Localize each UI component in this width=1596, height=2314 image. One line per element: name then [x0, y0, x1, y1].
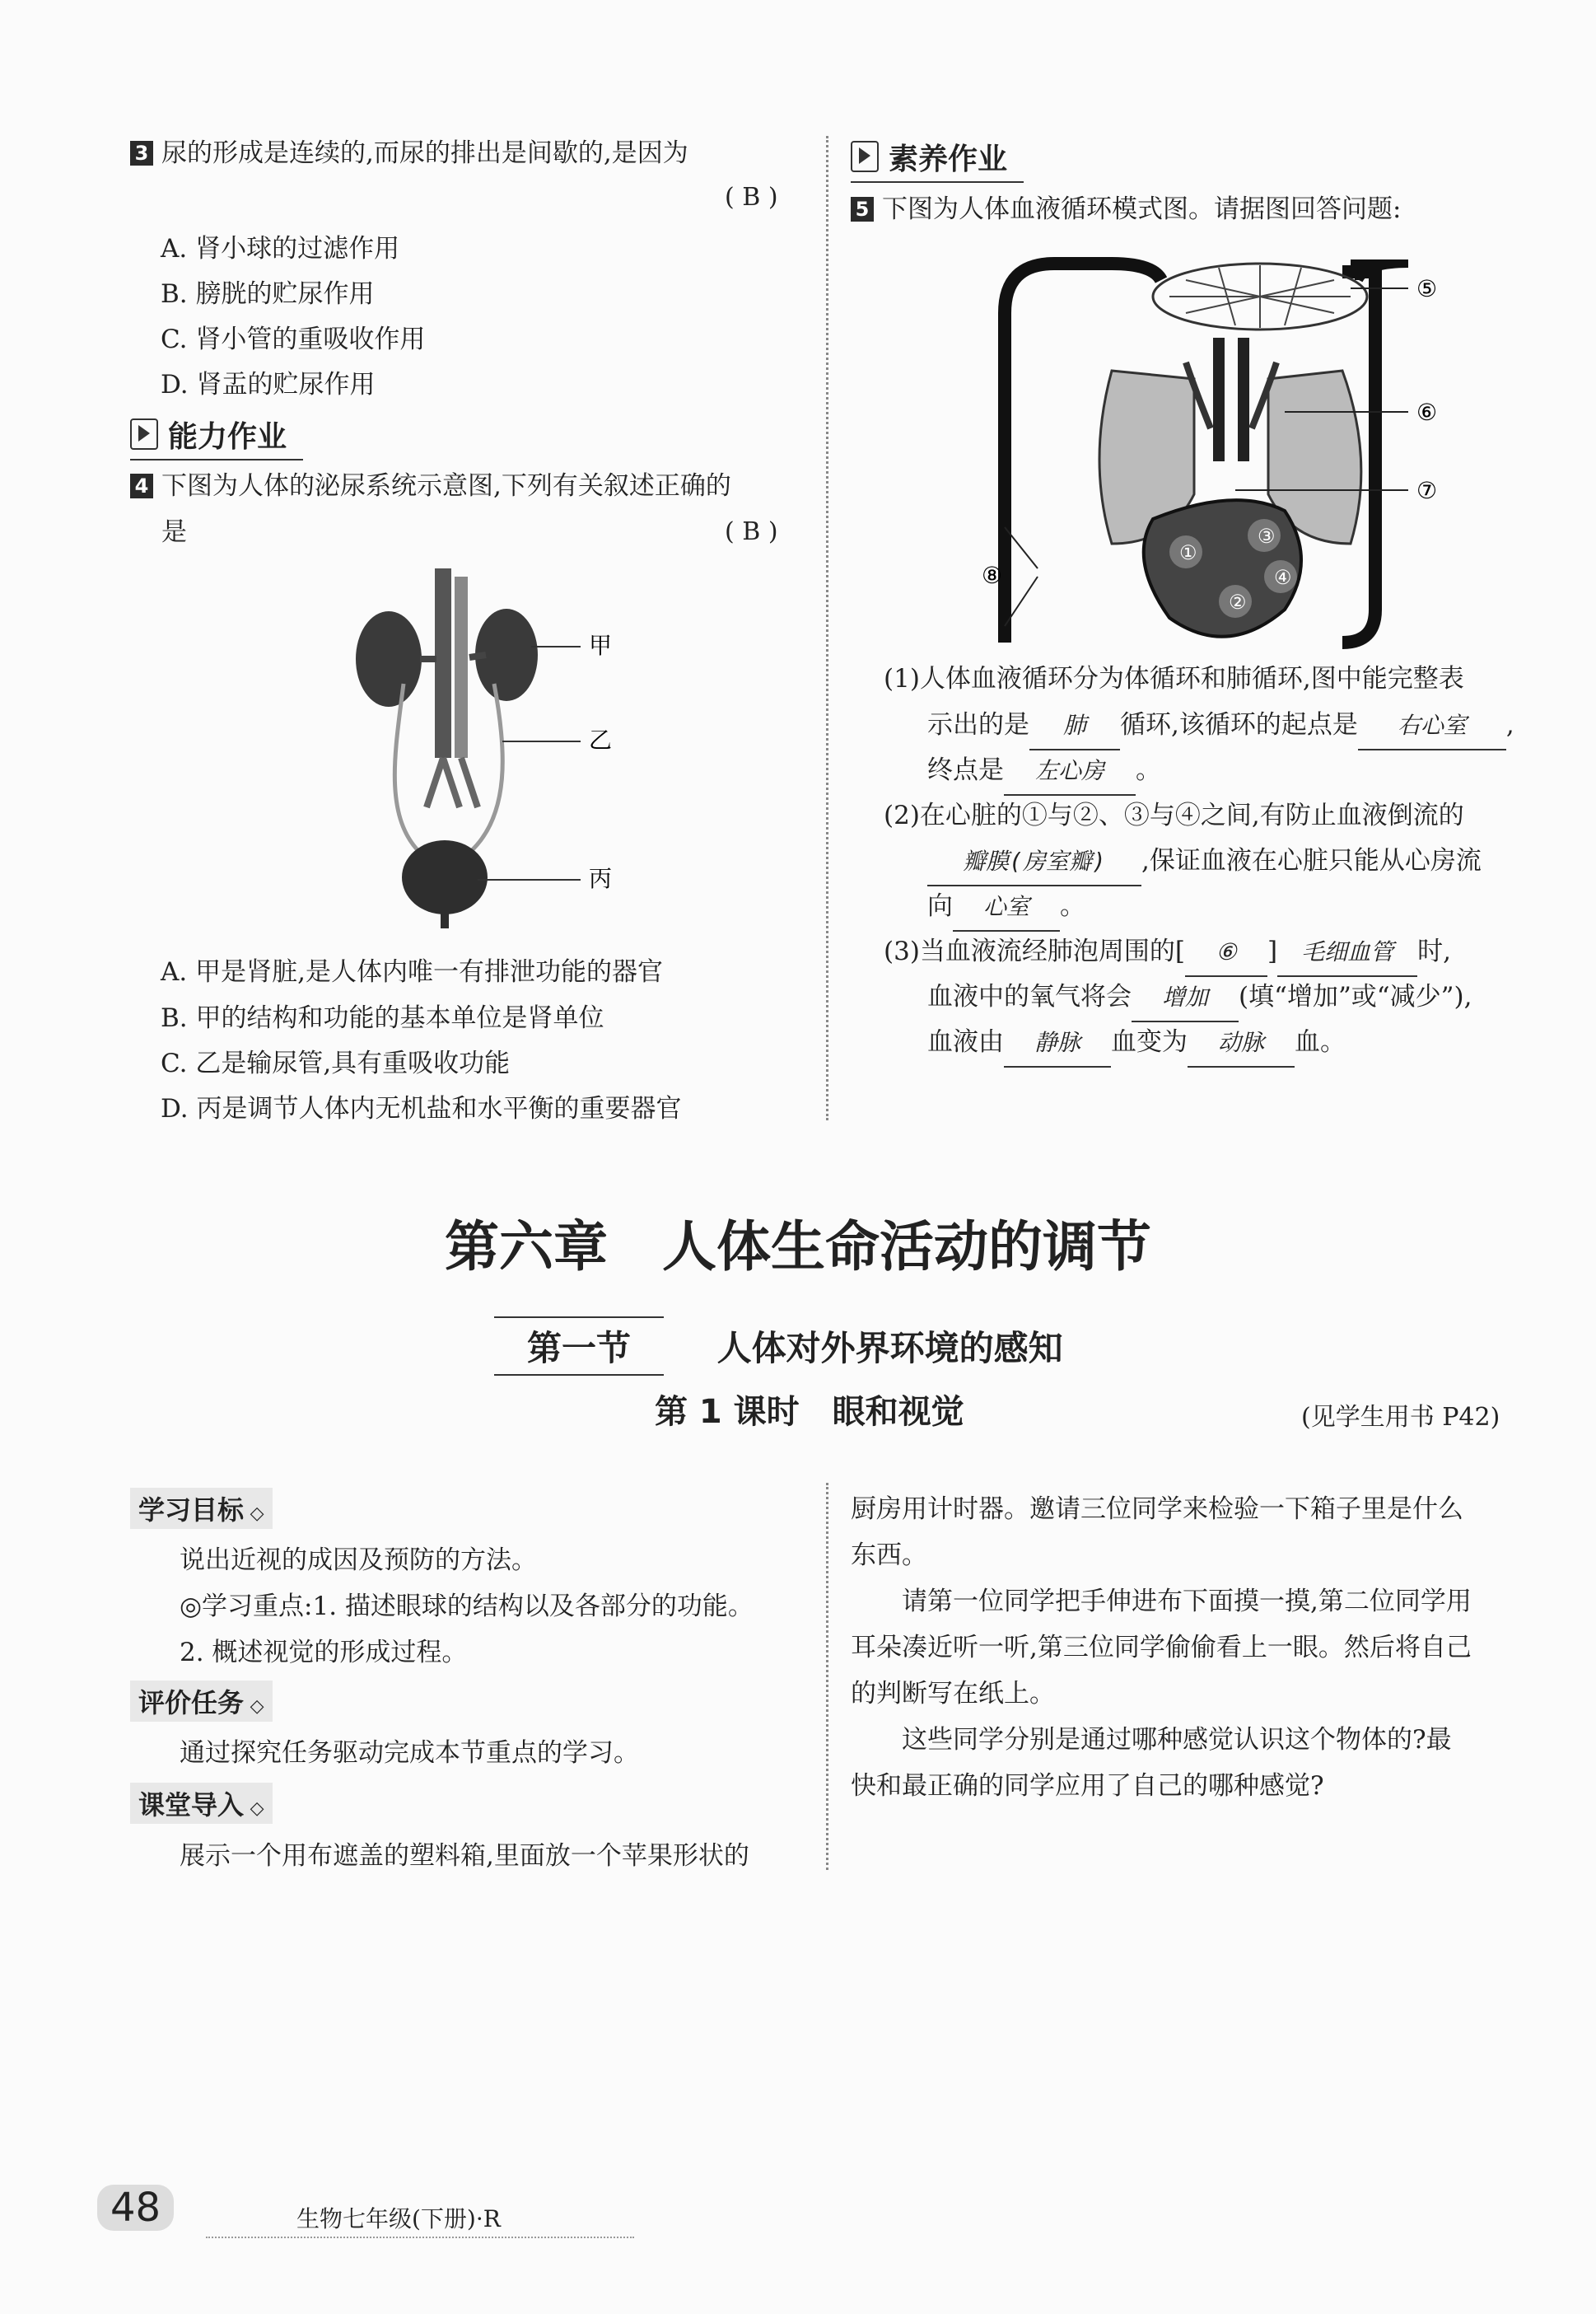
arrow-icon [130, 418, 158, 450]
q5-part1-line2: 示出的是 肺 循环,该循环的起点是 右心室 , [927, 702, 1514, 750]
option-d: D. 丙是调节人体内无机盐和水平衡的重要器官 [161, 1094, 682, 1124]
urinary-system-figure [346, 568, 642, 931]
tag-evaluation: 评价任务 ◇ [130, 1681, 273, 1722]
right-line-3: 请第一位同学把手伸进布下面摸一摸,第二位同学用 [851, 1587, 1472, 1616]
goal-line-2: ◎学习重点:1. 描述眼球的结构以及各部分的功能。 [180, 1592, 754, 1621]
q5-part1-line3: 终点是 左心房 。 [927, 747, 1161, 796]
answer-blank: 心室 [953, 884, 1060, 932]
arrow-icon [851, 141, 879, 172]
label-1: ① [1179, 541, 1197, 564]
question-number: 4 [130, 474, 153, 498]
question-number: 5 [851, 197, 874, 222]
q5-part2-line2: 瓣膜(房室瓣) ,保证血液在心脏只能从心房流 [927, 838, 1482, 886]
reference-note: (见学生用书 P42) [1301, 1403, 1500, 1432]
option-a: A. 甲是肾脏,是人体内唯一有排泄功能的器官 [161, 957, 663, 987]
label-3: ③ [1258, 525, 1276, 548]
option-c: C. 肾小管的重吸收作用 [161, 325, 426, 354]
option-b: B. 甲的结构和功能的基本单位是肾单位 [161, 1003, 604, 1033]
label-yi: 乙 [589, 727, 613, 754]
footer-text: 生物七年级(下册)·R [296, 2205, 501, 2232]
page-number: 48 [97, 2185, 174, 2231]
answer-blank: ⑥ [1185, 929, 1267, 977]
question-3 [130, 130, 688, 176]
section-label: 第一节 [494, 1316, 664, 1376]
lesson-title: 第 1 课时 眼和视觉 [655, 1393, 964, 1431]
section-heading [494, 1316, 1153, 1376]
answer-blank: 毛细血管 [1277, 929, 1417, 977]
right-line-7: 快和最正确的同学应用了自己的哪种感觉? [851, 1771, 1324, 1801]
question-4 [130, 463, 731, 509]
goal-line-1: 说出近视的成因及预防的方法。 [180, 1545, 537, 1575]
label-8: ⑧ [982, 562, 1003, 589]
section-ability [130, 414, 287, 456]
section-title: 能力作业 [168, 420, 287, 454]
label-2: ② [1229, 591, 1247, 614]
answer: ( B ) [725, 183, 778, 212]
question-number: 3 [130, 141, 153, 166]
option-a: A. 肾小球的过滤作用 [161, 234, 400, 264]
label-4: ④ [1274, 566, 1292, 589]
tag-learning-goal: 学习目标 ◇ [130, 1488, 273, 1529]
answer: ( B ) [725, 517, 778, 546]
question-stem-cont: 是 [161, 517, 187, 547]
label-7: ⑦ [1416, 477, 1438, 504]
circulation-figure [982, 247, 1499, 659]
goal-line-3: 2. 概述视觉的形成过程。 [180, 1638, 468, 1667]
question-stem: 下图为人体的泌尿系统示意图,下列有关叙述正确的 [161, 471, 731, 501]
answer-blank: 动脉 [1188, 1020, 1295, 1068]
question-stem: 尿的形成是连续的,而尿的排出是间歇的,是因为 [161, 138, 688, 168]
answer-blank: 瓣膜(房室瓣) [927, 839, 1141, 886]
answer-blank: 静脉 [1004, 1020, 1111, 1068]
section-title: 素养作业 [889, 143, 1008, 176]
q5-part3-line2: 血液中的氧气将会 增加 (填“增加”或“减少”), [927, 974, 1472, 1022]
column-divider-bottom [826, 1483, 828, 1870]
q5-part2-line1: (2)在心脏的①与②、③与④之间,有防止血液倒流的 [884, 801, 1464, 830]
section-title: 人体对外界环境的感知 [716, 1328, 1063, 1368]
option-d: D. 肾盂的贮尿作用 [161, 370, 376, 400]
q5-part2-line3: 向 心室 。 [927, 883, 1085, 932]
column-divider-top [826, 136, 828, 1120]
right-line-6: 这些同学分别是通过哪种感觉认识这个物体的?最 [851, 1725, 1452, 1755]
question-5 [851, 186, 1401, 232]
right-line-5: 的判断写在纸上。 [851, 1679, 1055, 1709]
label-5: ⑤ [1416, 275, 1438, 302]
label-bing: 丙 [589, 865, 613, 892]
option-c: C. 乙是输尿管,具有重吸收功能 [161, 1049, 511, 1078]
answer-blank: 增加 [1132, 975, 1239, 1022]
label-6: ⑥ [1416, 399, 1438, 426]
tag-intro: 课堂导入 ◇ [130, 1783, 273, 1824]
intro-line: 展示一个用布遮盖的塑料箱,里面放一个苹果形状的 [180, 1841, 749, 1871]
answer-blank: 左心房 [1004, 748, 1136, 796]
section-literacy [851, 136, 1007, 178]
right-line-2: 东西。 [851, 1540, 927, 1570]
footer-rule [206, 2237, 634, 2238]
q5-part3-line1: (3)当血液流经肺泡周围的[ ⑥ ] 毛细血管 时, [884, 928, 1451, 977]
q5-part3-line3: 血液由 静脉 血变为 动脉 血。 [927, 1019, 1346, 1068]
question-stem: 下图为人体血液循环模式图。请据图回答问题: [882, 194, 1402, 224]
option-b: B. 膀胱的贮尿作用 [161, 279, 375, 309]
chapter-title: 第六章 人体生命活动的调节 [445, 1214, 1151, 1279]
label-jia: 甲 [589, 632, 613, 659]
right-line-1: 厨房用计时器。邀请三位同学来检验一下箱子里是什么 [851, 1494, 1463, 1524]
right-line-4: 耳朵凑近听一听,第三位同学偷偷看上一眼。然后将自己 [851, 1633, 1472, 1662]
answer-blank: 右心室 [1358, 703, 1506, 750]
answer-blank: 肺 [1029, 703, 1120, 750]
eval-line: 通过探究任务驱动完成本节重点的学习。 [180, 1738, 639, 1768]
q5-part1-line1: (1)人体血液循环分为体循环和肺循环,图中能完整表 [884, 664, 1464, 694]
